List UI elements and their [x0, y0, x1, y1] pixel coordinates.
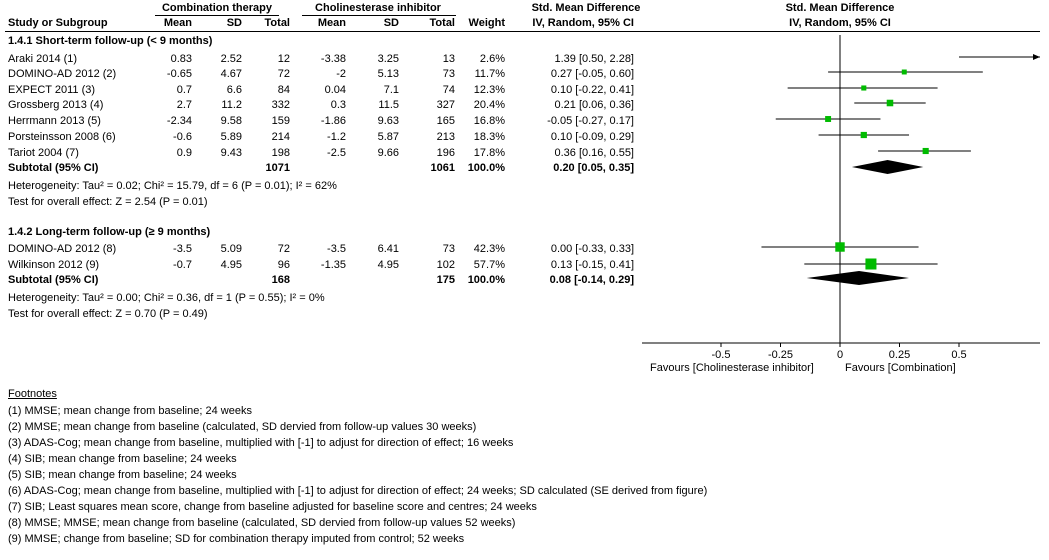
overall-effect-text: Test for overall effect: Z = 2.54 (P = 0.01) [8, 196, 208, 208]
sd2: 7.1 [383, 84, 399, 96]
sd1: 5.09 [220, 243, 242, 255]
study-name: DOMINO-AD 2012 (8) [8, 243, 117, 255]
ci-arrow [1033, 54, 1040, 60]
subgroup-title: 1.4.2 Long-term follow-up (≥ 9 months) [8, 226, 211, 238]
subtotal-total2: 175 [436, 274, 455, 286]
sd1: 4.67 [220, 68, 242, 80]
total2: 73 [442, 243, 455, 255]
x-tick-label: 0.5 [951, 349, 967, 361]
weight: 42.3% [473, 243, 505, 255]
mean2: 0.3 [330, 99, 346, 111]
effect-ci: 0.13 [-0.15, 0.41] [550, 259, 634, 271]
total1-header: Total [264, 17, 290, 29]
sd2: 5.87 [377, 131, 399, 143]
subtotal-ci: 0.20 [0.05, 0.35] [553, 162, 634, 174]
sd1: 2.52 [220, 53, 242, 65]
mean2: 0.04 [324, 84, 346, 96]
group2-title: Cholinesterase inhibitor [315, 2, 441, 14]
footnote: (9) MMSE; change from baseline; SD for combination therapy imputed from control; 52 weeks [8, 533, 465, 545]
total2: 73 [442, 68, 455, 80]
plot-method-header: IV, Random, 95% CI [789, 17, 891, 29]
mean2: -1.35 [320, 259, 346, 271]
subtotal-ci: 0.08 [-0.14, 0.29] [549, 274, 634, 286]
weight: 2.6% [479, 53, 505, 65]
mean1: -0.65 [166, 68, 192, 80]
sd2: 11.5 [378, 99, 399, 111]
footnote: (6) ADAS-Cog; mean change from baseline, multiplied with [-1] to adjust for direction of effect; 24 weeks; SD calculated (SE derived from figure) [8, 485, 708, 497]
mean2: -1.2 [327, 131, 346, 143]
total2: 165 [436, 115, 455, 127]
sd1: 11.2 [221, 99, 242, 111]
sd2: 5.13 [377, 68, 399, 80]
x-tick-label: 0.25 [888, 349, 911, 361]
subtotal-weight: 100.0% [467, 274, 505, 286]
total2: 196 [436, 147, 455, 159]
group1-title: Combination therapy [161, 2, 272, 14]
footnote: (5) SIB; mean change from baseline; 24 weeks [8, 469, 237, 481]
total1: 72 [277, 243, 290, 255]
sd2-header: SD [383, 17, 399, 29]
study-name: Herrmann 2013 (5) [8, 115, 101, 127]
study-name: EXPECT 2011 (3) [8, 84, 96, 96]
point-estimate [887, 100, 894, 107]
sd2: 3.25 [377, 53, 399, 65]
mean2: -3.38 [320, 53, 346, 65]
sd2: 4.95 [377, 259, 399, 271]
subtotal-diamond [852, 160, 923, 174]
effect-ci: 0.27 [-0.05, 0.60] [550, 68, 634, 80]
heterogeneity-text: Heterogeneity: Tau² = 0.00; Chi² = 0.36, df = 1 (P = 0.55); I² = 0% [8, 292, 325, 304]
weight: 57.7% [473, 259, 505, 271]
total1: 96 [277, 259, 290, 271]
mean2: -2 [336, 68, 346, 80]
total2: 13 [442, 53, 455, 65]
footnote: (8) MMSE; MMSE; mean change from baseline (calculated, SD dervied from follow-up values 52 weeks) [8, 517, 516, 529]
point-estimate [902, 70, 907, 75]
point-estimate [825, 116, 831, 122]
overall-effect-text: Test for overall effect: Z = 0.70 (P = 0.49) [8, 308, 208, 320]
subtotal-label: Subtotal (95% CI) [8, 162, 99, 174]
mean1: 2.7 [176, 99, 192, 111]
footnote: (1) MMSE; mean change from baseline; 24 weeks [8, 405, 252, 417]
favours-right-label: Favours [Combination] [845, 362, 956, 374]
mean1: 0.9 [176, 147, 192, 159]
mean2: -2.5 [327, 147, 346, 159]
footnote: (3) ADAS-Cog; mean change from baseline, multiplied with [-1] to adjust for direction of effect; 16 weeks [8, 437, 514, 449]
study-name: Araki 2014 (1) [8, 53, 78, 65]
study-name: Tariot 2004 (7) [8, 147, 79, 159]
effect-ci: 0.21 [0.06, 0.36] [554, 99, 634, 111]
total1: 84 [277, 84, 290, 96]
x-tick-label: 0 [836, 349, 844, 361]
effect-ci: 0.36 [0.16, 0.55] [554, 147, 634, 159]
favours-left-label: Favours [Cholinesterase inhibitor] [650, 362, 814, 374]
study-name: DOMINO-AD 2012 (2) [8, 68, 117, 80]
effect-ci: 0.10 [-0.09, 0.29] [550, 131, 634, 143]
subtotal-label: Subtotal (95% CI) [8, 274, 99, 286]
point-estimate [923, 148, 929, 154]
subgroup-title: 1.4.1 Short-term follow-up (< 9 months) [8, 35, 213, 47]
weight: 17.8% [473, 147, 505, 159]
total1: 214 [271, 131, 290, 143]
study-name: Wilkinson 2012 (9) [8, 259, 100, 271]
total1: 12 [277, 53, 290, 65]
subtotal-weight: 100.0% [467, 162, 505, 174]
total1: 198 [271, 147, 290, 159]
weight: 16.8% [473, 115, 505, 127]
total2: 74 [442, 84, 455, 96]
mean1: -2.34 [166, 115, 192, 127]
subtotal-diamond [807, 271, 909, 285]
study-column-header: Study or Subgroup [8, 17, 108, 29]
sd1: 6.6 [226, 84, 242, 96]
sd1: 9.43 [220, 147, 242, 159]
point-estimate [835, 242, 844, 251]
effect-ci: 0.10 [-0.22, 0.41] [550, 84, 634, 96]
mean2: -1.86 [320, 115, 346, 127]
sd2: 6.41 [377, 243, 399, 255]
subtotal-total2: 1061 [430, 162, 455, 174]
weight: 20.4% [473, 99, 505, 111]
effect-ci: 0.00 [-0.33, 0.33] [550, 243, 634, 255]
sd2: 9.63 [377, 115, 399, 127]
effect-ci: -0.05 [-0.27, 0.17] [547, 115, 634, 127]
weight: 18.3% [473, 131, 505, 143]
footnotes-title: Footnotes [8, 388, 57, 400]
total2: 327 [436, 99, 455, 111]
subtotal-total1: 1071 [265, 162, 290, 174]
total2: 213 [436, 131, 455, 143]
sd1: 5.89 [220, 131, 242, 143]
point-estimate [861, 85, 866, 90]
mean1-header: Mean [163, 17, 192, 29]
effect-title: Std. Mean Difference [531, 2, 641, 14]
point-estimate [861, 132, 867, 138]
subtotal-total1: 168 [271, 274, 290, 286]
mean1: 0.83 [170, 53, 192, 65]
weight: 12.3% [473, 84, 505, 96]
mean2-header: Mean [317, 17, 346, 29]
point-estimate [865, 258, 876, 269]
total2-header: Total [429, 17, 455, 29]
sd2: 9.66 [377, 147, 399, 159]
study-name: Porsteinsson 2008 (6) [8, 131, 116, 143]
study-name: Grossberg 2013 (4) [8, 99, 104, 111]
footnote: (4) SIB; mean change from baseline; 24 weeks [8, 453, 237, 465]
weight: 11.7% [474, 68, 505, 80]
total1: 159 [271, 115, 290, 127]
effect-method-header: IV, Random, 95% CI [532, 17, 634, 29]
mean2: -3.5 [327, 243, 346, 255]
plot-title: Std. Mean Difference [785, 2, 895, 14]
heterogeneity-text: Heterogeneity: Tau² = 0.02; Chi² = 15.79, df = 6 (P = 0.01); I² = 62% [8, 180, 337, 192]
sd1: 9.58 [220, 115, 242, 127]
mean1: -0.6 [173, 131, 192, 143]
footnote: (2) MMSE; mean change from baseline (calculated, SD dervied from follow-up values 30 weeks) [8, 421, 477, 433]
total1: 72 [277, 68, 290, 80]
mean1: 0.7 [176, 84, 192, 96]
total2: 102 [436, 259, 455, 271]
sd1-header: SD [226, 17, 242, 29]
total1: 332 [271, 99, 290, 111]
footnote: (7) SIB; Least squares mean score, change from baseline adjusted for baseline score and centres; 24 weeks [8, 501, 537, 513]
x-tick-label: -0.5 [711, 349, 731, 361]
x-tick-label: -0.25 [767, 349, 794, 361]
weight-header: Weight [468, 17, 505, 29]
sd1: 4.95 [220, 259, 242, 271]
mean1: -3.5 [173, 243, 192, 255]
effect-ci: 1.39 [0.50, 2.28] [554, 53, 634, 65]
mean1: -0.7 [173, 259, 192, 271]
